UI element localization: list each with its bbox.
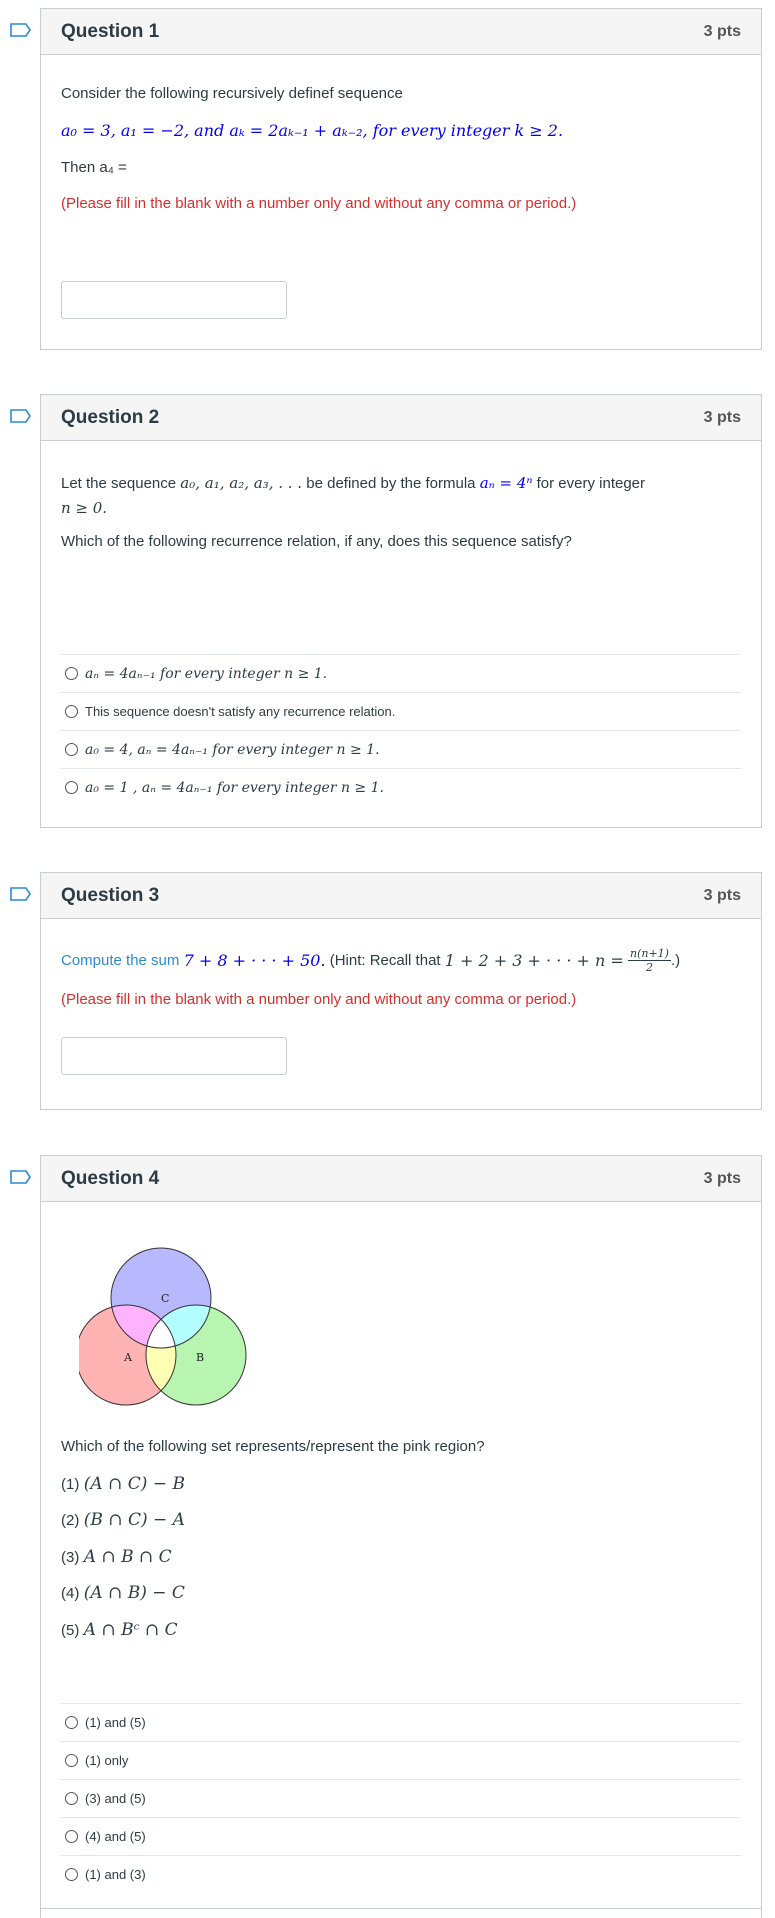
question-points: 3 pts (703, 22, 741, 40)
question-title: Question 3 (61, 884, 160, 906)
choice-item (61, 1510, 185, 1530)
option-label: (1) only (85, 1753, 129, 1768)
answer-input[interactable] (61, 281, 287, 319)
bookmark-flag-icon[interactable] (10, 23, 32, 37)
question-title: Question 4 (61, 1167, 160, 1189)
option-label: a₀ = 4, aₙ = 4aₙ₋₁ for every integer n ≥ 1. (85, 741, 380, 758)
bookmark-flag-icon[interactable] (10, 887, 32, 901)
answer-option[interactable] (61, 1741, 741, 1779)
intro-text: Let the sequence (61, 475, 177, 492)
answer-option[interactable] (61, 654, 741, 692)
option-label: aₙ = 4aₙ₋₁ for every integer n ≥ 1. (85, 665, 328, 682)
question-2-card (40, 394, 762, 828)
question-points: 3 pts (703, 886, 741, 904)
option-label: (4) and (5) (85, 1829, 146, 1844)
question-text (61, 947, 680, 974)
set-a-label: A (124, 1351, 132, 1364)
choice-expression: (A ∩ C) − B (83, 1474, 185, 1494)
sequence-terms: a₀, a₁, a₂, a₃, . . . (180, 474, 303, 492)
radio-button[interactable] (65, 667, 78, 680)
hint-fraction (628, 947, 671, 974)
choice-expression: (A ∩ B) − C (83, 1583, 185, 1603)
bookmark-flag-icon[interactable] (10, 1170, 32, 1184)
condition: n ≥ 0. (61, 499, 108, 517)
fill-instruction: (Please fill in the blank with a number only and without any comma or period.) (61, 195, 577, 212)
radio-button[interactable] (65, 1716, 78, 1729)
set-c-label: C (161, 1292, 170, 1305)
question-4-bottom-border (40, 1908, 762, 1909)
choice-number: (3) (61, 1549, 80, 1566)
radio-button[interactable] (65, 1754, 78, 1767)
radio-button[interactable] (65, 1792, 78, 1805)
choice-item (61, 1620, 178, 1640)
question-header (41, 1156, 761, 1202)
question-header (41, 873, 761, 919)
question-3-card (40, 872, 762, 1110)
question-4-card (40, 1155, 762, 1918)
radio-button[interactable] (65, 1868, 78, 1881)
question-title: Question 1 (61, 20, 160, 42)
compute-label: Compute the sum (61, 952, 180, 969)
choice-number: (4) (61, 1585, 80, 1602)
radio-button[interactable] (65, 743, 78, 756)
question-1-card (40, 8, 762, 350)
intro-text: for every integer (536, 475, 646, 492)
option-label: (3) and (5) (85, 1791, 146, 1806)
answer-option[interactable] (61, 768, 741, 806)
question-text: Consider the following recursively definef sequence (61, 85, 403, 102)
choice-number: (5) (61, 1622, 80, 1639)
intro-text: be defined by the formula (306, 475, 476, 492)
sequence-formula: aₙ = 4ⁿ (479, 474, 533, 492)
question-text (61, 471, 741, 521)
answer-options (61, 1703, 741, 1893)
question-points: 3 pts (703, 408, 741, 426)
fraction-numerator: n(n+1) (630, 947, 669, 960)
radio-button[interactable] (65, 705, 78, 718)
set-b-label: B (196, 1351, 205, 1364)
answer-option[interactable] (61, 1855, 741, 1893)
question-points: 3 pts (703, 1169, 741, 1187)
option-label: (1) and (5) (85, 1715, 146, 1730)
answer-input[interactable] (61, 1037, 287, 1075)
question-title: Question 2 (61, 406, 160, 428)
question-prompt: Which of the following recurrence relation, if any, does this sequence satisfy? (61, 533, 572, 550)
fill-instruction: (Please fill in the blank with a number only and without any comma or period.) (61, 991, 577, 1008)
choice-number: (2) (61, 1512, 80, 1529)
question-header (41, 9, 761, 55)
choice-expression: A ∩ Bᶜ ∩ C (83, 1620, 178, 1640)
venn-diagram (79, 1244, 259, 1424)
fraction-denominator: 2 (645, 961, 653, 974)
option-label: a₀ = 1 , aₙ = 4aₙ₋₁ for every integer n ≥ 1. (85, 779, 384, 796)
choice-number: (1) (61, 1476, 80, 1493)
hint-close: .) (670, 952, 681, 969)
answer-option[interactable] (61, 1703, 741, 1741)
question-prompt: Which of the following set represents/represent the pink region? (61, 1438, 485, 1455)
then-label: Then a₄ = (61, 159, 127, 176)
choice-item (61, 1547, 172, 1567)
choice-item (61, 1474, 185, 1494)
choice-item (61, 1583, 185, 1603)
hint-text: (Hint: Recall that (329, 952, 441, 969)
choice-expression: (B ∩ C) − A (83, 1510, 185, 1530)
sum-expression: 7 + 8 + · · · + 50. (183, 951, 326, 970)
bookmark-flag-icon[interactable] (10, 409, 32, 423)
choice-expression: A ∩ B ∩ C (83, 1547, 172, 1567)
answer-option[interactable] (61, 1779, 741, 1817)
option-label: (1) and (3) (85, 1867, 146, 1882)
answer-option[interactable] (61, 730, 741, 768)
answer-option[interactable] (61, 692, 741, 730)
question-header (41, 395, 761, 441)
sequence-formula: a₀ = 3, a₁ = −2, and aₖ = 2aₖ₋₁ + aₖ₋₂, for every integer k ≥ 2. (61, 121, 564, 140)
radio-button[interactable] (65, 781, 78, 794)
radio-button[interactable] (65, 1830, 78, 1843)
answer-options (61, 654, 741, 806)
option-label: This sequence doesn't satisfy any recurrence relation. (85, 704, 396, 719)
hint-formula: 1 + 2 + 3 + · · · + n = (444, 951, 624, 970)
answer-option[interactable] (61, 1817, 741, 1855)
